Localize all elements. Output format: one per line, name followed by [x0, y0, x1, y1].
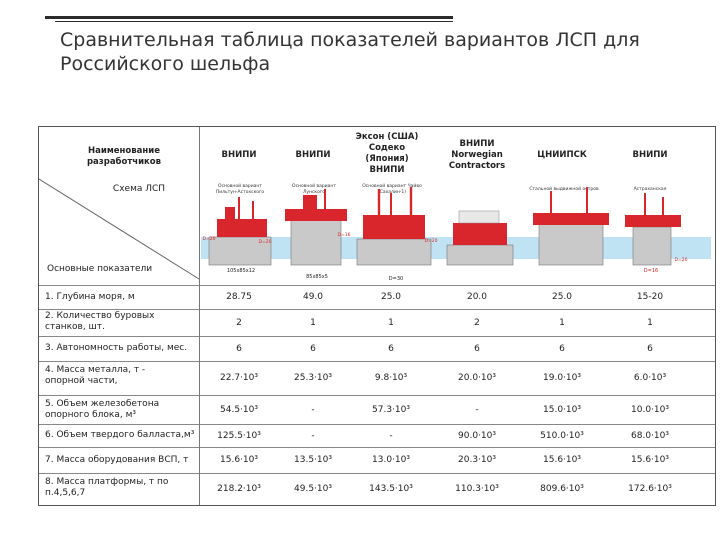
row-divider [39, 285, 715, 286]
cell-r1-c6: 15-20 [636, 292, 664, 302]
cell-r3-c3: 6 [388, 344, 394, 354]
indicators-header: Основные показатели [47, 264, 153, 274]
cell-r3-c2: 6 [310, 344, 316, 354]
cell-r6-c3: - [389, 431, 393, 441]
dim-label-3: D=20 [424, 239, 438, 244]
size-label-1: 105х85х12 [226, 268, 256, 274]
row-label-1: 1. Глубина моря, м [45, 292, 135, 302]
platform-drawing-1 [209, 197, 271, 265]
col-scheme-1: Основной вариант Пильтун-Астохского [215, 184, 265, 195]
cell-r2-c4: 2 [474, 318, 480, 328]
cell-r7-c5: 15.6·10³ [543, 455, 581, 465]
header-diagonal [39, 179, 199, 279]
cell-r6-c4: 90.0·10³ [458, 431, 496, 441]
cell-r2-c3: 1 [388, 318, 394, 328]
cell-r8-c6: 172.6·10³ [628, 484, 672, 494]
cell-r6-c2: - [311, 431, 315, 441]
cell-r4-c5: 19.0·10³ [543, 373, 581, 383]
cell-r2-c5: 1 [559, 318, 565, 328]
cell-r8-c5: 809.6·10³ [540, 484, 584, 494]
cell-r7-c1: 15.6·10³ [220, 455, 258, 465]
cell-r7-c2: 13.5·10³ [294, 455, 332, 465]
size-label-2: 85х85х5 [306, 274, 328, 280]
title-rule-thick [45, 16, 453, 19]
scheme-header: Схема ЛСП [112, 184, 166, 194]
comparison-table [38, 126, 716, 506]
cell-r3-c6: 6 [647, 344, 653, 354]
label-column-divider [199, 127, 200, 505]
col-scheme-5: Стальной выдвижной остров [529, 187, 599, 192]
dim-label-1: D=20 [202, 237, 216, 242]
cell-r5-c1: 54.5·10³ [220, 405, 258, 415]
cell-r1-c2: 49.0 [302, 292, 324, 302]
cell-r7-c3: 13.0·10³ [372, 455, 410, 465]
cell-r7-c4: 20.3·10³ [458, 455, 496, 465]
cell-r2-c1: 2 [236, 318, 242, 328]
developers-header: Наименование разработчиков [86, 146, 162, 167]
depth-label: D=16 [643, 268, 659, 274]
cell-r4-c1: 22.7·10³ [220, 373, 258, 383]
cell-r4-c3: 9.8·10³ [374, 373, 408, 383]
cell-r4-c2: 25.3·10³ [294, 373, 332, 383]
row-label-6: 6. Объем твердого балласта,м³ [45, 430, 195, 440]
col-developer-5: ЦНИИПСК [537, 149, 587, 160]
cell-r6-c6: 68.0·10³ [631, 431, 669, 441]
cell-r5-c2: - [311, 405, 315, 415]
col-developer-6: ВНИПИ [632, 149, 668, 160]
cell-r1-c5: 25.0 [551, 292, 573, 302]
col-developer-3: Эксон (США) Содеко (Япония) ВНИПИ [355, 132, 419, 175]
platform-drawing-3 [357, 187, 431, 265]
row-divider [39, 395, 715, 396]
cell-r8-c3: 143.5·10³ [369, 484, 413, 494]
cell-r5-c4: - [475, 405, 479, 415]
row-divider [39, 309, 715, 310]
platform-drawings [39, 127, 715, 287]
platform-drawing-4 [447, 211, 513, 265]
dim-label-2: D=16 [337, 233, 351, 238]
dim-label-4: D=20 [674, 258, 688, 263]
row-divider [39, 473, 715, 474]
row-divider [39, 336, 715, 337]
col-scheme-3: Основной вариант Чайво (Сахалин-1) [362, 184, 422, 195]
row-label-8: 8. Масса платформы, т по п.4,5,6,7 [45, 477, 169, 498]
cell-r3-c1: 6 [236, 344, 242, 354]
cell-r7-c6: 15.6·10³ [631, 455, 669, 465]
cell-r6-c1: 125.5·10³ [217, 431, 261, 441]
cell-r8-c1: 218.2·10³ [217, 484, 261, 494]
row-label-5: 5. Объем железобетона опорного блока, м³ [45, 399, 160, 420]
cell-r1-c1: 28.75 [226, 292, 252, 302]
platform-drawing-5 [533, 187, 609, 265]
cell-r5-c6: 10.0·10³ [631, 405, 669, 415]
platform-drawing-2 [285, 189, 347, 265]
col-scheme-6: Астраханская [633, 187, 667, 192]
cell-r8-c2: 49.5·10³ [294, 484, 332, 494]
cell-r3-c4: 6 [474, 344, 480, 354]
size-label-3: D=30 [388, 276, 404, 282]
row-label-4: 4. Масса металла, т - опорной части, [45, 365, 146, 386]
cell-r5-c3: 57.3·10³ [372, 405, 410, 415]
col-developer-1: ВНИПИ [221, 149, 257, 160]
cell-r6-c5: 510.0·10³ [540, 431, 584, 441]
row-divider [39, 424, 715, 425]
col-developer-2: ВНИПИ [295, 149, 331, 160]
cell-r1-c4: 20.0 [466, 292, 488, 302]
title-rule-thin [55, 21, 453, 22]
dim-label-1b: D=20 [258, 240, 272, 245]
cell-r2-c6: 1 [647, 318, 653, 328]
col-scheme-2: Основной вариант Лунского [292, 184, 336, 195]
cell-r4-c4: 20.0·10³ [458, 373, 496, 383]
row-divider [39, 447, 715, 448]
row-label-7: 7. Масса оборудования ВСП, т [45, 455, 189, 465]
cell-r3-c5: 6 [559, 344, 565, 354]
cell-r8-c4: 110.3·10³ [455, 484, 499, 494]
cell-r5-c5: 15.0·10³ [543, 405, 581, 415]
cell-r2-c2: 1 [310, 318, 316, 328]
row-divider [39, 361, 715, 362]
page-title: Сравнительная таблица показателей вариантов ЛСП для Российского шельфа [60, 29, 640, 75]
col-developer-4: ВНИПИ Norwegian Contractors [448, 138, 506, 171]
row-label-3: 3. Автономность работы, мес. [45, 343, 188, 353]
cell-r1-c3: 25.0 [380, 292, 402, 302]
cell-r4-c6: 6.0·10³ [633, 373, 667, 383]
row-label-2: 2. Количество буровых станков, шт. [45, 311, 155, 332]
